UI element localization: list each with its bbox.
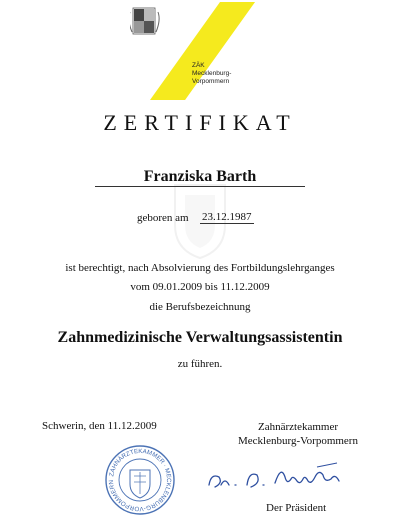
statement-line: ist berechtigt, nach Absolvierung des Fortbildungslehrganges — [65, 262, 335, 274]
birth-date: 23.12.1987 — [202, 211, 252, 223]
zak-logo — [130, 2, 260, 102]
logo-text — [192, 62, 262, 86]
chamber-line: Mecklenburg-Vorpommern — [238, 435, 358, 447]
president-label: Der Präsident — [266, 502, 327, 514]
chamber-line: Zahnärztekammer — [257, 421, 338, 433]
name-underline — [95, 186, 305, 187]
place-date: Schwerin, den 11.12.2009 — [42, 420, 157, 432]
logo-text-line: Mecklenburg- — [192, 70, 232, 77]
svg-text:ZAHNÄRZTEKAMMER · MECKLENBURG-: ZAHNÄRZTEKAMMER · MECKLENBURG-VORPOMMERN — [107, 447, 173, 513]
statement-line: die Berufsbezeichnung — [149, 301, 251, 313]
profession-title: Zahnmedizinische Verwaltungsassistentin — [57, 329, 343, 346]
recipient-name: Franziska Barth — [143, 168, 257, 185]
birth-label: geboren am — [137, 212, 189, 224]
official-stamp — [104, 444, 176, 516]
certificate-title: ZERTIFIKAT — [103, 110, 297, 135]
logo-text-line: ZÄK — [192, 62, 205, 69]
logo-text-line: Vorpommern — [192, 78, 230, 85]
statement-line: zu führen. — [177, 358, 223, 370]
signature — [205, 455, 345, 495]
date-range: vom 09.01.2009 bis 11.12.2009 — [130, 281, 270, 293]
chamber-name — [238, 420, 358, 448]
